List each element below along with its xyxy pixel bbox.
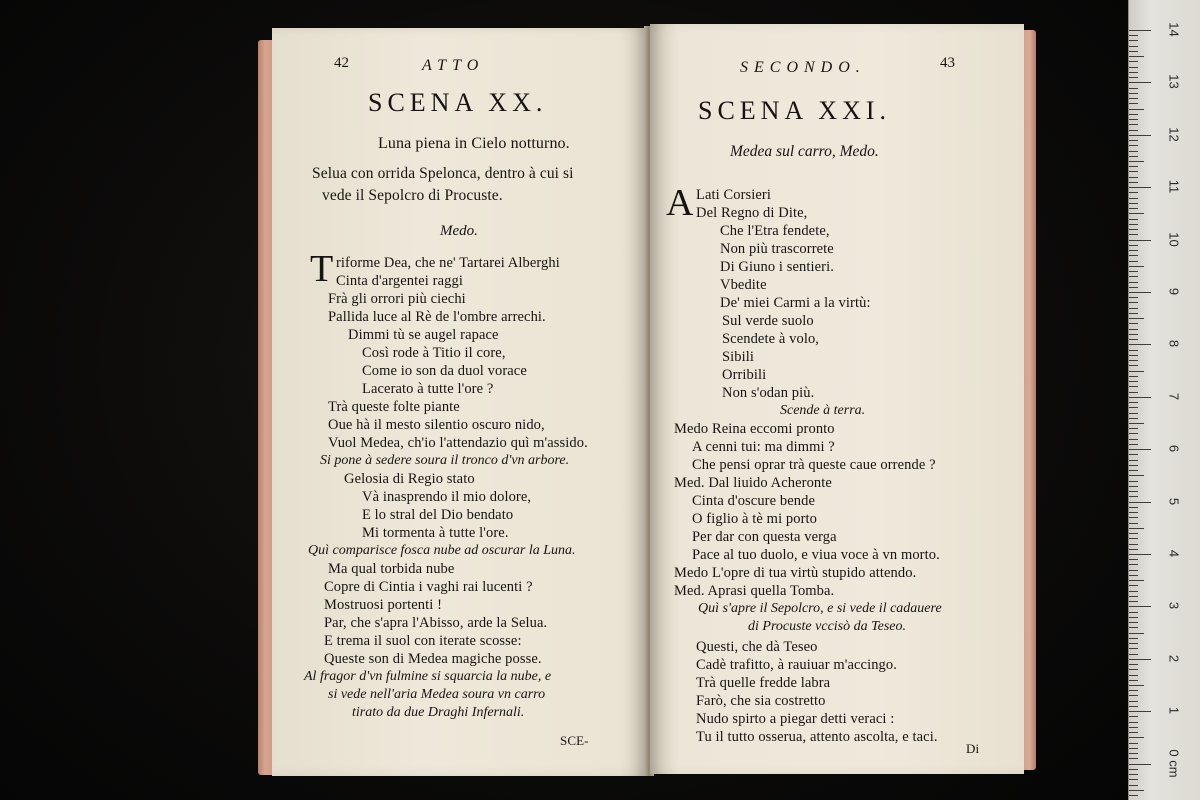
- left-line-4: Pallida luce al Rè de l'ombre arrechi.: [328, 309, 546, 325]
- ruler-tick: [1129, 135, 1151, 136]
- ruler-tick: [1129, 407, 1138, 408]
- measurement-ruler: [1128, 0, 1200, 800]
- left-stage-direction-3c: tirato da due Draghi Infernali.: [352, 705, 525, 720]
- ruler-tick: [1129, 685, 1144, 686]
- ruler-tick: [1129, 764, 1151, 765]
- ruler-tick: [1129, 302, 1138, 303]
- left-line-11: Vuol Medea, ch'io l'attendazio quì m'assido.: [328, 435, 588, 451]
- ruler-tick: [1129, 695, 1138, 696]
- ruler-tick: [1129, 601, 1138, 602]
- right-line-20: Per dar con questa verga: [692, 529, 837, 545]
- ruler-tick: [1129, 648, 1138, 649]
- ruler-tick: [1129, 46, 1138, 47]
- left-scene-title: SCENA XX.: [368, 88, 548, 117]
- ruler-tick: [1129, 423, 1144, 424]
- ruler-tick: [1129, 491, 1138, 492]
- ruler-tick: [1129, 737, 1144, 738]
- ruler-tick: [1129, 266, 1144, 267]
- ruler-tick: [1129, 706, 1138, 707]
- ruler-tick: [1129, 386, 1138, 387]
- right-line-19: O figlio à tè mi porto: [692, 511, 818, 527]
- right-drop-cap: A: [666, 182, 694, 224]
- ruler-number: 8: [1166, 340, 1182, 348]
- ruler-tick: [1129, 219, 1138, 220]
- ruler-tick: [1129, 533, 1138, 534]
- ruler-tick: [1129, 98, 1138, 99]
- right-line-29: Farò, che sia costretto: [696, 693, 826, 709]
- left-page-number: 42: [334, 55, 349, 71]
- right-line-28: Trà quelle fredde labra: [696, 675, 831, 691]
- ruler-number: 7: [1166, 392, 1182, 400]
- right-stage-direction-2b: di Procuste vccisò da Teseo.: [748, 619, 906, 634]
- left-line-19: Copre di Cintia i vaghi rai lucenti ?: [324, 579, 533, 595]
- left-line-14: Và inasprendo il mio dolore,: [362, 489, 532, 505]
- ruler-tick: [1129, 502, 1151, 503]
- ruler-tick: [1129, 192, 1138, 193]
- ruler-tick: [1129, 538, 1138, 539]
- ruler-tick: [1129, 177, 1138, 178]
- ruler-tick: [1129, 769, 1138, 770]
- left-line-1: riforme Dea, che ne' Tartarei Alberghi: [336, 255, 560, 271]
- ruler-number: 10: [1166, 231, 1182, 247]
- ruler-tick: [1129, 224, 1138, 225]
- ruler-tick: [1129, 381, 1138, 382]
- right-page: [650, 24, 1024, 774]
- ruler-tick: [1129, 680, 1138, 681]
- ruler-tick: [1129, 544, 1138, 545]
- right-line-21: Pace al tuo duolo, e viua voce à vn morto.: [692, 547, 940, 563]
- left-line-21: Par, che s'apra l'Abisso, arde la Selua.: [324, 615, 548, 631]
- ruler-tick: [1129, 643, 1138, 644]
- left-line-18: Ma qual torbida nube: [328, 561, 455, 577]
- left-setting-1: Luna piena in Cielo notturno.: [378, 135, 570, 152]
- left-line-20: Mostruosi portenti !: [324, 597, 442, 613]
- ruler-tick: [1129, 109, 1144, 110]
- ruler-tick: [1129, 344, 1151, 345]
- ruler-tick: [1129, 255, 1138, 256]
- left-line-6: Così rode à Titio il core,: [362, 345, 506, 361]
- ruler-number: 3: [1166, 602, 1182, 610]
- ruler-tick: [1129, 727, 1138, 728]
- ruler-tick: [1129, 261, 1138, 262]
- ruler-tick: [1129, 627, 1138, 628]
- ruler-tick: [1129, 30, 1151, 31]
- left-line-13: Gelosia di Regio stato: [344, 471, 475, 487]
- ruler-tick: [1129, 51, 1138, 52]
- ruler-tick: [1129, 355, 1138, 356]
- ruler-tick: [1129, 523, 1138, 524]
- ruler-tick: [1129, 182, 1138, 183]
- left-stage-direction-1: Si pone à sedere soura il tronco d'vn arbore.: [320, 453, 570, 468]
- ruler-tick: [1129, 72, 1138, 73]
- ruler-tick: [1129, 732, 1138, 733]
- ruler-tick: [1129, 722, 1138, 723]
- right-line-16: Che pensi oprar trà queste caue orrende ?: [692, 457, 936, 473]
- ruler-tick: [1129, 287, 1138, 288]
- ruler-tick: [1129, 40, 1138, 41]
- ruler-tick: [1129, 795, 1138, 796]
- right-line-5: Di Giuno i sentieri.: [720, 259, 834, 275]
- ruler-tick: [1129, 240, 1151, 241]
- ruler-tick: [1129, 475, 1144, 476]
- right-stage-direction-1: Scende à terra.: [780, 403, 866, 418]
- left-catchword: SCE-: [560, 733, 589, 748]
- ruler-tick: [1129, 208, 1138, 209]
- ruler-tick: [1129, 245, 1138, 246]
- ruler-number: 12: [1166, 127, 1182, 142]
- ruler-tick: [1129, 779, 1138, 780]
- ruler-tick: [1129, 690, 1138, 691]
- ruler-tick: [1129, 743, 1138, 744]
- right-line-30: Nudo spirto a piegar detti veraci :: [696, 711, 895, 727]
- ruler-tick: [1129, 365, 1138, 366]
- ruler-tick: [1129, 323, 1138, 324]
- left-drop-cap: T: [310, 248, 334, 290]
- left-line-15: E lo stral del Dio bendato: [362, 507, 514, 523]
- left-line-7: Come io son da duol vorace: [362, 363, 527, 379]
- ruler-number: 4: [1166, 549, 1182, 558]
- ruler-tick: [1129, 88, 1138, 89]
- left-stage-direction-2: Quì comparisce fosca nube ad oscurar la Luna.: [308, 543, 576, 558]
- left-page: [272, 28, 648, 776]
- ruler-tick: [1129, 585, 1138, 586]
- ruler-tick: [1129, 103, 1138, 104]
- ruler-tick: [1129, 675, 1138, 676]
- right-line-23: Med. Aprasi quella Tomba.: [674, 583, 835, 599]
- ruler-number: 0 cm: [1166, 749, 1182, 778]
- ruler-tick: [1129, 711, 1151, 712]
- ruler-tick: [1129, 669, 1138, 670]
- right-line-4: Non più trascorrete: [720, 241, 834, 257]
- ruler-tick: [1129, 591, 1138, 592]
- ruler-number: 9: [1166, 287, 1182, 296]
- ruler-tick: [1129, 203, 1138, 204]
- ruler-tick: [1129, 559, 1138, 560]
- ruler-tick: [1129, 638, 1138, 639]
- ruler-tick: [1129, 428, 1138, 429]
- ruler-tick: [1129, 61, 1138, 62]
- ruler-tick: [1129, 213, 1144, 214]
- ruler-tick: [1129, 433, 1138, 434]
- ruler-tick: [1129, 119, 1138, 120]
- ruler-tick: [1129, 35, 1138, 36]
- ruler-tick: [1129, 250, 1138, 251]
- ruler-tick: [1129, 297, 1138, 298]
- right-line-8: Sul verde suolo: [722, 313, 814, 329]
- ruler-tick: [1129, 570, 1138, 571]
- ruler-tick: [1129, 156, 1138, 157]
- ruler-tick: [1129, 606, 1151, 607]
- right-line-27: Cadè trafitto, à rauiuar m'accingo.: [696, 657, 897, 673]
- ruler-tick: [1129, 371, 1144, 372]
- ruler-tick: [1129, 77, 1138, 78]
- right-subtitle: Medea sul carro, Medo.: [730, 143, 879, 160]
- ruler-tick: [1129, 659, 1151, 660]
- right-page-number: 43: [940, 55, 955, 71]
- left-line-2: Cinta d'argentei raggi: [336, 273, 463, 289]
- ruler-tick: [1129, 82, 1151, 83]
- ruler-tick: [1129, 130, 1138, 131]
- ruler-tick: [1129, 334, 1138, 335]
- ruler-tick: [1129, 418, 1138, 419]
- ruler-tick: [1129, 753, 1138, 754]
- right-line-12: Non s'odan più.: [722, 385, 815, 401]
- ruler-tick: [1129, 758, 1138, 759]
- ruler-tick: [1129, 549, 1138, 550]
- right-line-3: Che l'Etra fendete,: [720, 223, 830, 239]
- ruler-tick: [1129, 271, 1138, 272]
- ruler-tick: [1129, 198, 1138, 199]
- ruler-tick: [1129, 701, 1138, 702]
- ruler-tick: [1129, 187, 1151, 188]
- ruler-tick: [1129, 413, 1138, 414]
- ruler-number: 5: [1166, 497, 1182, 505]
- ruler-tick: [1129, 622, 1138, 623]
- ruler-tick: [1129, 517, 1138, 518]
- left-line-10: Oue hà il mesto silentio oscuro nido,: [328, 417, 545, 433]
- left-line-5: Dimmi tù se augel rapace: [348, 327, 499, 343]
- ruler-tick: [1129, 596, 1138, 597]
- ruler-tick: [1129, 151, 1138, 152]
- ruler-tick: [1129, 785, 1138, 786]
- ruler-tick: [1129, 580, 1144, 581]
- right-scene-title: SCENA XXI.: [698, 96, 892, 125]
- ruler-tick: [1129, 397, 1151, 398]
- ruler-tick: [1129, 376, 1138, 377]
- ruler-tick: [1129, 748, 1138, 749]
- ruler-tick: [1129, 528, 1144, 529]
- ruler-tick: [1129, 124, 1138, 125]
- ruler-tick: [1129, 282, 1138, 283]
- ruler-tick: [1129, 444, 1138, 445]
- ruler-tick: [1129, 313, 1138, 314]
- left-setting-2a: Selua con orrida Spelonca, dentro à cui si: [312, 165, 574, 182]
- right-line-17: Med. Dal liuido Acheronte: [674, 475, 832, 491]
- ruler-tick: [1129, 664, 1138, 665]
- ruler-tick: [1129, 350, 1138, 351]
- ruler-tick: [1129, 114, 1138, 115]
- right-line-7: De' miei Carmi a la virtù:: [720, 295, 871, 311]
- left-setting-2b: vede il Sepolcro di Procuste.: [322, 187, 503, 204]
- open-book: [252, 22, 1042, 782]
- ruler-tick: [1129, 554, 1151, 555]
- left-line-22: E trema il suol con iterate scosse:: [324, 633, 522, 649]
- ruler-tick: [1129, 617, 1138, 618]
- right-stage-direction-2a: Quì s'apre il Sepolcro, e si vede il cadauere: [698, 601, 942, 616]
- ruler-tick: [1129, 449, 1151, 450]
- ruler-tick: [1129, 790, 1144, 791]
- right-line-15: A cenni tui: ma dimmi ?: [692, 439, 835, 455]
- ruler-tick: [1129, 171, 1138, 172]
- right-line-22: Medo L'opre di tua virtù stupido attendo.: [674, 565, 917, 581]
- ruler-tick: [1129, 564, 1138, 565]
- ruler-tick: [1129, 439, 1138, 440]
- right-line-9: Scendete à volo,: [722, 331, 820, 347]
- right-running-head: SECONDO.: [740, 59, 866, 76]
- ruler-tick: [1129, 166, 1138, 167]
- ruler-tick: [1129, 465, 1138, 466]
- ruler-tick: [1129, 161, 1144, 162]
- ruler-tick: [1129, 481, 1138, 482]
- ruler-tick: [1129, 234, 1138, 235]
- ruler-tick: [1129, 229, 1138, 230]
- right-line-31: Tu il tutto osserua, attento ascolta, e taci.: [696, 729, 938, 745]
- ruler-tick: [1129, 575, 1138, 576]
- right-line-1: Lati Corsieri: [696, 187, 771, 203]
- left-stage-direction-3b: si vede nell'aria Medea soura vn carro: [328, 687, 546, 702]
- ruler-tick: [1129, 470, 1138, 471]
- right-line-26: Questi, che dà Teseo: [696, 639, 818, 655]
- ruler-tick: [1129, 454, 1138, 455]
- ruler-tick: [1129, 140, 1138, 141]
- ruler-number: 14: [1166, 22, 1182, 37]
- ruler-tick: [1129, 276, 1138, 277]
- right-line-11: Orribili: [722, 367, 767, 383]
- ruler-number: 13: [1166, 74, 1182, 90]
- right-line-14: Medo Reina eccomi pronto: [674, 421, 835, 437]
- ruler-tick: [1129, 507, 1138, 508]
- right-catchword: Di: [966, 741, 980, 756]
- ruler-tick: [1129, 56, 1144, 57]
- ruler-tick: [1129, 360, 1138, 361]
- ruler-number: 1: [1166, 707, 1182, 715]
- ruler-tick: [1129, 460, 1138, 461]
- ruler-tick: [1129, 486, 1138, 487]
- left-line-23: Queste son di Medea magiche posse.: [324, 651, 542, 667]
- ruler-tick: [1129, 318, 1144, 319]
- ruler-tick: [1129, 292, 1151, 293]
- ruler-number: 2: [1166, 654, 1182, 662]
- ruler-tick: [1129, 512, 1138, 513]
- ruler-tick: [1129, 774, 1138, 775]
- left-line-3: Frà gli orrori più ciechi: [328, 291, 466, 307]
- ruler-tick: [1129, 339, 1138, 340]
- ruler-tick: [1129, 308, 1138, 309]
- left-line-9: Trà queste folte piante: [328, 399, 460, 415]
- ruler-tick: [1129, 402, 1138, 403]
- left-running-head: ATTO: [422, 57, 485, 74]
- ruler-number: 11: [1166, 179, 1182, 194]
- ruler-tick: [1129, 145, 1138, 146]
- left-line-16: Mi tormenta à tutte l'ore.: [362, 525, 509, 541]
- ruler-tick: [1129, 93, 1138, 94]
- ruler-tick: [1129, 496, 1138, 497]
- right-line-10: Sibili: [722, 349, 755, 365]
- ruler-tick: [1129, 654, 1138, 655]
- ruler-tick: [1129, 633, 1144, 634]
- ruler-tick: [1129, 392, 1138, 393]
- ruler-tick: [1129, 329, 1138, 330]
- ruler-tick: [1129, 716, 1138, 717]
- right-line-2: Del Regno di Dite,: [696, 205, 808, 221]
- ruler-tick: [1129, 612, 1138, 613]
- ruler-number: 6: [1166, 445, 1182, 453]
- right-line-6: Vbedite: [720, 277, 767, 293]
- left-line-8: Lacerato à tutte l'ore ?: [362, 381, 494, 397]
- left-stage-direction-3a: Al fragor d'vn fulmine si squarcia la nube, e: [304, 669, 552, 684]
- left-speaker: Medo.: [440, 223, 478, 239]
- ruler-tick: [1129, 67, 1138, 68]
- right-line-18: Cinta d'oscure bende: [692, 493, 815, 509]
